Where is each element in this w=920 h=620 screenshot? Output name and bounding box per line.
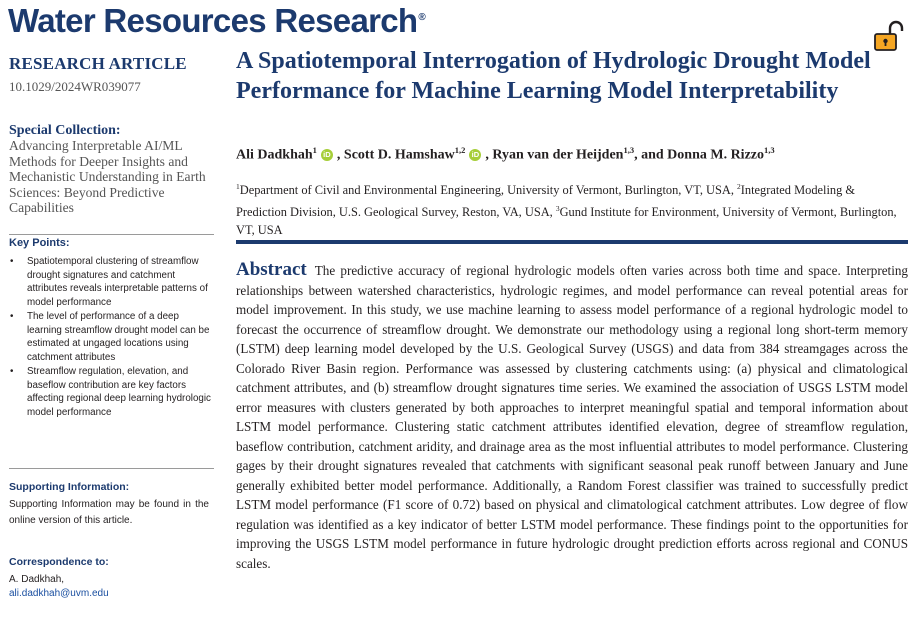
affiliation-number: 3 <box>555 203 560 213</box>
affiliation-text: Gund Institute for Environment, University of Vermont, Burlington, VT, USA <box>236 204 897 238</box>
key-points-heading: Key Points: <box>9 237 70 249</box>
bullet-icon: • <box>10 366 14 377</box>
affiliation-number: 1 <box>236 182 240 191</box>
supporting-info-text: Supporting Information may be found in the online version of this article. <box>9 499 209 526</box>
affiliation-text: Department of Civil and Environmental Engineering, University of Vermont, Burlington, VT, USA, <box>239 183 738 198</box>
abstract <box>236 260 908 573</box>
key-point-item <box>9 310 214 364</box>
author-list <box>236 145 906 164</box>
affiliation-text: Integrated Modeling & Prediction Division, U.S. Geological Survey, Reston, VA, USA, <box>236 183 856 219</box>
section-divider <box>236 240 908 244</box>
author-separator: , and <box>634 147 664 163</box>
journal-name-text: Water Resources Research <box>8 2 418 39</box>
abstract-text: The predictive accuracy of regional hydrologic models often varies across both time and space. Interpreting relationships between watershed characteristics, hydrologic regimes, and model performance can reveal potential areas for model improvement. In this study, we use machine learning to assess model performance of a regional hydrologic model to forecast the occurrence of streamflow drought. We demonstrate our methodology using a regional long short-term memory (LSTM) deep learning model developed by the U.S. Geological Survey (USGS) and data from 384 streamgages across the Colorado River Basin region. Performance was assessed by clustering catchments using: (a) physical and climatological catchment attributes, and (b) streamflow drought signatures time series. We examined the association of USGS LSTM model error measures with clusters generated by both approaches to interpret meaningful spatial and temporal information about LSTM model performance. Clustering static catchment attributes identified elevation, degree of streamflow regulation, baseflow contribution, catchment aridity, and drainage area as the most influential attributes to model performance. Clustering gages by their drought signatures revealed that catchments with significant seasonal peak runoff between January and June generally exhibited better model performance. Additionally, a Random Forest classifier was trained to successfully predict LSTM model performance (F1 score of 0.72) based on physical and climatological catchment attributes. Low degree of flow regulation was identified as a key indicator of better LSTM model performance. These findings point to the opportunities for improving the USGS LSTM model performance in future hydrologic drought prediction efforts across regional and CONUS scales. <box>236 263 908 571</box>
author-name[interactable]: Donna M. Rizzo <box>667 147 764 163</box>
article-title: A Spatiotemporal Interrogation of Hydrologic Drought Model Performance for Machine Learning Model Interpretability <box>236 48 871 104</box>
article-type: RESEARCH ARTICLE <box>9 54 187 73</box>
key-point-text: The level of performance of a deep learning streamflow drought model can be estimated at ungaged locations using catchment attributes <box>27 311 210 363</box>
author-affiliation-number: 1 <box>312 145 317 155</box>
special-collection-heading: Special Collection: <box>9 123 121 138</box>
author-separator: , <box>485 147 489 163</box>
doi-link[interactable]: 10.1029/2024WR039077 <box>9 79 141 94</box>
affiliations <box>236 178 906 240</box>
author-affiliation-number: 1,3 <box>623 145 635 155</box>
bullet-icon: • <box>10 256 14 267</box>
supporting-info-divider <box>9 468 214 469</box>
correspondence-heading: Correspondence to: <box>9 556 109 568</box>
orcid-icon[interactable]: iD <box>469 149 481 161</box>
correspondence-email-link[interactable]: ali.dadkhah@uvm.edu <box>9 588 109 599</box>
affiliation-number: 2 <box>737 182 741 191</box>
author-separator: , <box>336 147 341 163</box>
special-collection-link[interactable]: Advancing Interpretable AI/ML Methods for Deeper Insights and Mechanistic Understanding in Earth Sciences: Beyond Predictive Capabilities <box>9 138 206 216</box>
supporting-info-heading: Supporting Information: <box>9 481 130 493</box>
key-points-divider <box>9 234 214 235</box>
open-lock-icon[interactable] <box>873 20 907 52</box>
key-points-list <box>9 255 214 420</box>
correspondence-name: A. Dadkhah, <box>9 574 65 585</box>
orcid-icon[interactable]: iD <box>321 149 333 161</box>
key-point-text: Spatiotemporal clustering of streamflow drought signatures and catchment attributes reveals interpretable patterns of model performance <box>27 256 208 308</box>
journal-name[interactable] <box>8 2 425 40</box>
abstract-heading: Abstract <box>236 259 307 280</box>
bullet-icon: • <box>10 311 14 322</box>
author-affiliation-number: 1,2 <box>454 145 466 155</box>
author-name[interactable]: Scott D. Hamshaw <box>343 147 455 163</box>
author-name[interactable]: Ryan van der Heijden <box>492 147 624 163</box>
key-point-text: Streamflow regulation, elevation, and baseflow contribution are key factors affecting regional deep learning hydrologic model performance <box>27 366 211 418</box>
key-point-item <box>9 365 214 419</box>
author-name[interactable]: Ali Dadkhah <box>236 147 313 163</box>
author-affiliation-number: 1,3 <box>764 145 775 155</box>
trademark-symbol: ® <box>418 12 426 23</box>
key-point-item <box>9 255 214 309</box>
